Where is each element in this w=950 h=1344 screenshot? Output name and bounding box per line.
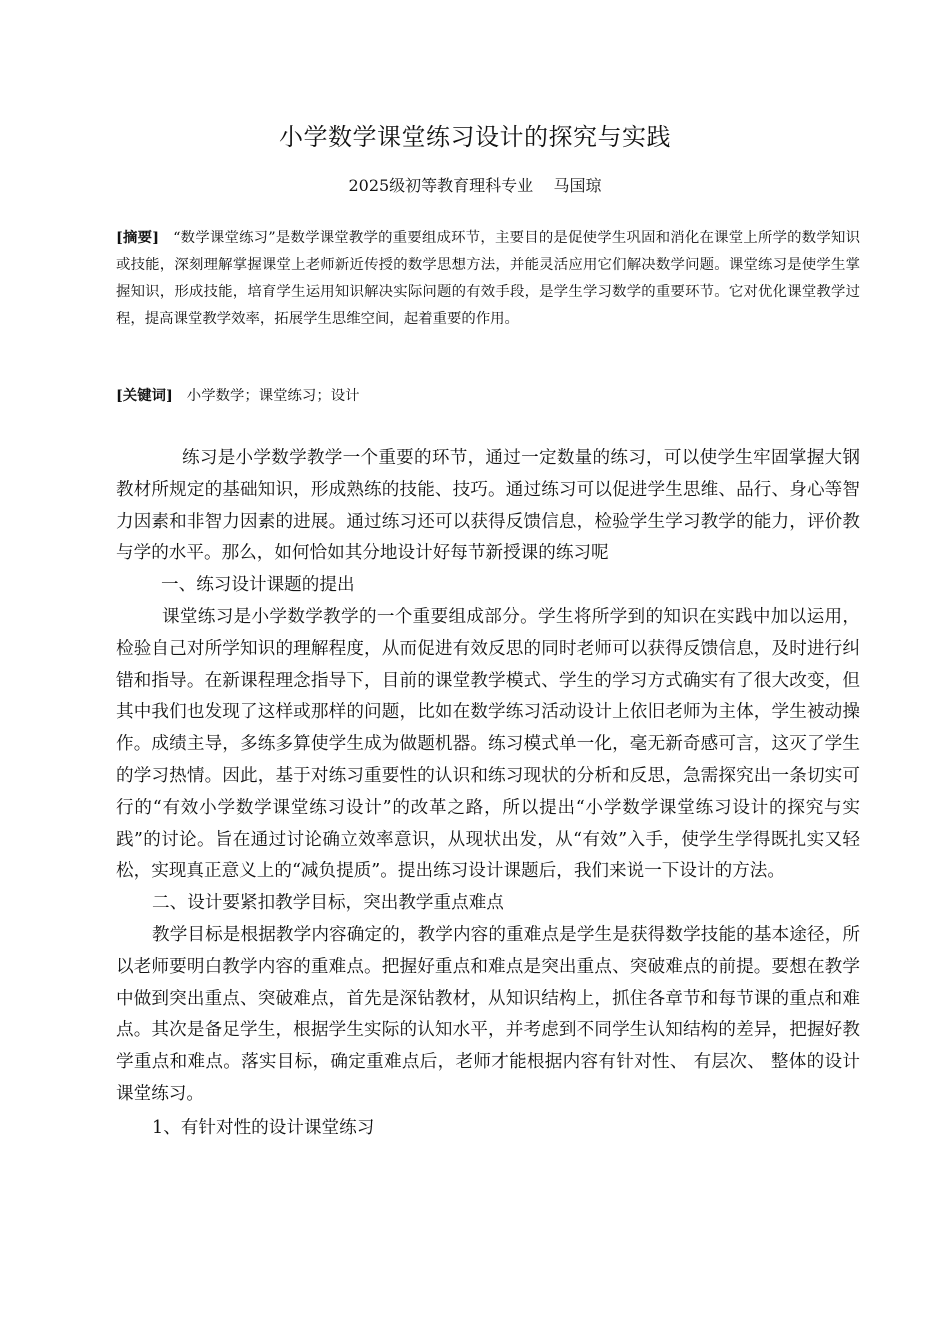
keywords-label: [关键词] [116,387,173,404]
abstract [116,224,860,333]
subsection-heading-1: 1、有针对性的设计课堂练习 [152,1117,375,1138]
intro-paragraph: 练习是小学数学教学一个重要的环节，通过一定数量的练习，可以使学生牢固掌握大钢教材所规定的基础知识，形成熟练的技能、技巧。通过练习可以促进学生思维、品行、身心等智力因素和非智力因素的进展。通过练习还可以获得反馈信息，检验学生学习教学的能力，评价教与学的水平。那么，如何恰如其分地设计好每节新授课的练习呢 [116,448,860,564]
section-2-paragraph: 教学目标是根据教学内容确定的，教学内容的重难点是学生是获得数学技能的基本途径，所以老师要明白教学内容的重难点。把握好重点和难点是突出重点、突破难点的前提。要想在教学中做到突出重点、突破难点，首先是深钻教材，从知识结构上，抓住各章节和每节课的重点和难点。其次是备足学生，根据学生实际的认知水平，并考虑到不同学生认知结构的差异，把握好教学重点和难点。落实目标，确定重难点后，老师才能根据内容有针对性、 有层次、 整体的设计课堂练习。 [116,924,860,1104]
section-heading-1: 一、练习设计课题的提出 [161,575,355,596]
abstract-text: “数学课堂练习”是数学课堂教学的重要组成环节，主要目的是促使学生巩固和消化在课堂上所学的数学知识或技能，深刻理解掌握课堂上老师新近传授的数学思想方法，并能灵活应用它们解决数学问题。课堂练习是使学生掌握知识，形成技能，培育学生运用知识解决实际问题的有效手段，是学生学习数学的重要环节。它对优化课堂教学过程，提高课堂教学效率，拓展学生思维空间，起着重要的作用。 [116,230,861,327]
section-heading-2: 二、设计要紧扣教学目标，突出教学重点难点 [152,893,504,914]
body-text [116,443,860,1145]
keywords [116,383,860,409]
abstract-label: [摘要] [116,229,160,246]
paper-title: 小学数学课堂练习设计的探究与实践 [279,123,671,151]
section-1-paragraph: 课堂练习是小学数学教学的一个重要组成部分。学生将所学到的知识在实践中加以运用，检验自己对所学知识的理解程度，从而促进有效反思的同时老师可以获得反馈信息，及时进行纠错和指导。在新课程理念指导下，目前的课堂教学模式、学生的学习方式确实有了很大改变，但其中我们也发现了这样或那样的问题，比如在数学练习活动设计上依旧老师为主体，学生被动操作。成绩主导，多练多算使学生成为做题机器。练习模式单一化，毫无新奇感可言，这灭了学生的学习热情。因此，基于对练习重要性的认识和练习现状的分析和反思，急需探究出一条切实可行的“有效小学数学课堂练习设计”的改革之路，所以提出“小学数学课堂练习设计的探究与实践”的讨论。旨在通过讨论确立效率意识，从现状出发，从“有效”入手，使学生学得既扎实又轻松，实现真正意义上的“减负提质”。提出练习设计课题后，我们来说一下设计的方法。 [116,606,860,882]
keywords-text: 小学数学；课堂练习；设计 [186,388,360,404]
author-line: 2025级初等教育理科专业 马国琼 [348,176,602,195]
